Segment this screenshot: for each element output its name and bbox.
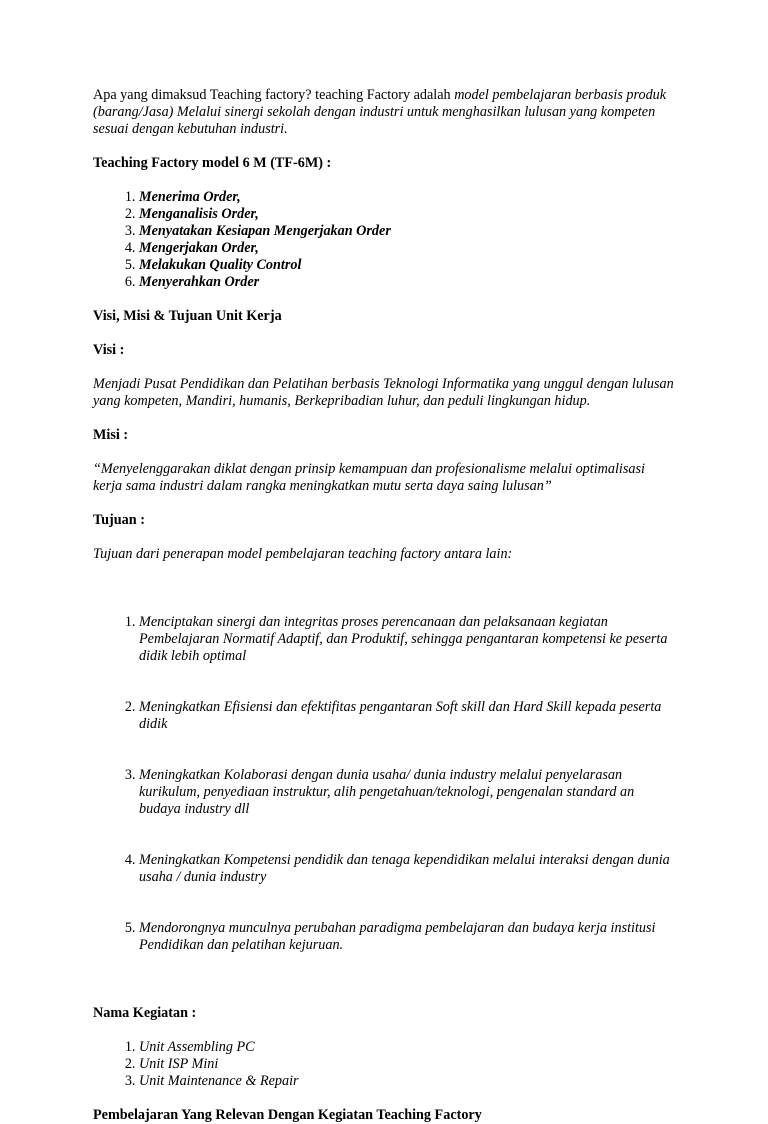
list-item: 3. Menyatakan Kesiapan Mengerjakan Order bbox=[139, 223, 676, 240]
list-item: 5. Mendorongnya munculnya perubahan paradigma pembelajaran dan budaya kerja institusi Pendidikan dan pelatihan kejuruan. bbox=[139, 920, 676, 954]
list-item: 1. Menciptakan sinergi dan integritas proses perencanaan dan pelaksanaan kegiatan Pembelajaran Normatif Adaptif, dan Produktif, sehingga pengantaran kompetensi ke peserta didik lebih optimal bbox=[139, 614, 676, 665]
kegiatan-list bbox=[93, 1039, 676, 1090]
list-item: 5. Melakukan Quality Control bbox=[139, 257, 676, 274]
tujuan-list bbox=[93, 580, 686, 988]
pembelajaran-heading: Pembelajaran Yang Relevan Dengan Kegiatan Teaching Factory bbox=[93, 1107, 482, 1123]
list-item: 1. Menerima Order, bbox=[139, 189, 676, 206]
tf6m-heading: Teaching Factory model 6 M (TF-6M) : bbox=[93, 155, 332, 171]
visi-heading: Visi : bbox=[93, 342, 125, 358]
intro-italic-text: model pembelajaran berbasis produk (barang/Jasa) Melalui sinergi sekolah dengan industri untuk menghasilkan lulusan yang kompeten sesuai dengan kebutuhan industri. bbox=[93, 87, 667, 137]
visi-misi-heading: Visi, Misi & Tujuan Unit Kerja bbox=[93, 308, 282, 324]
list-item: 3. Meningkatkan Kolaborasi dengan dunia usaha/ dunia industry melalui penyelarasan kurikulum, penyediaan instruktur, alih pengetahuan/teknologi, pengenalan standard an budaya industry dll bbox=[139, 767, 676, 818]
list-item: 2. Menganalisis Order, bbox=[139, 206, 676, 223]
kegiatan-heading: Nama Kegiatan : bbox=[93, 1005, 197, 1021]
intro-paragraph bbox=[93, 87, 676, 138]
misi-text: “Menyelenggarakan diklat dengan prinsip kemampuan dan profesionalisme melalui optimalisasi kerja sama industri dalam rangka meningkatkan mutu serta daya saing lulusan” bbox=[93, 461, 645, 494]
tujuan-intro: Tujuan dari penerapan model pembelajaran teaching factory antara lain: bbox=[93, 546, 513, 562]
tf6m-list bbox=[93, 189, 676, 291]
list-item: 3. Unit Maintenance & Repair bbox=[139, 1073, 676, 1090]
list-item: 2. Unit ISP Mini bbox=[139, 1056, 676, 1073]
visi-text: Menjadi Pusat Pendidikan dan Pelatihan berbasis Teknologi Informatika yang unggul dengan lulusan yang kompeten, Mandiri, humanis, Berkepribadian luhur, dan peduli lingkungan hidup. bbox=[93, 376, 674, 409]
list-item: 1. Unit Assembling PC bbox=[139, 1039, 676, 1056]
list-item: 4. Meningkatkan Kompetensi pendidik dan tenaga kependidikan melalui interaksi dengan dunia usaha / dunia industry bbox=[139, 852, 676, 886]
list-item: 6. Menyerahkan Order bbox=[139, 274, 676, 291]
misi-heading: Misi : bbox=[93, 427, 129, 443]
list-item: 4. Mengerjakan Order, bbox=[139, 240, 676, 257]
list-item: 2. Meningkatkan Efisiensi dan efektifitas pengantaran Soft skill dan Hard Skill kepada peserta didik bbox=[139, 699, 676, 733]
tujuan-heading: Tujuan : bbox=[93, 512, 145, 528]
intro-plain-text: Apa yang dimaksud Teaching factory? teaching Factory adalah bbox=[93, 87, 455, 103]
